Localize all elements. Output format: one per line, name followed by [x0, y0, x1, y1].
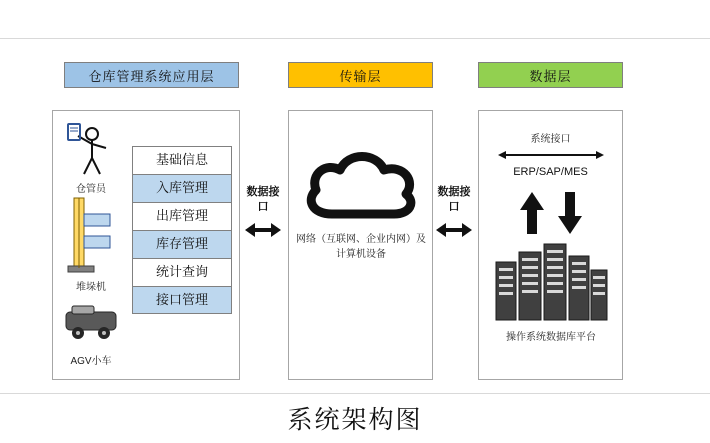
stacker-crane-icon: [60, 196, 126, 274]
horizontal-double-arrow-icon: [498, 148, 604, 160]
menu-item-inventory[interactable]: 库存管理: [132, 230, 232, 258]
bottom-divider: [0, 393, 710, 394]
menu-item-statistics[interactable]: 统计查询: [132, 258, 232, 286]
data-layer-caption: 操作系统数据库平台: [506, 332, 596, 343]
menu-item-inbound[interactable]: 入库管理: [132, 174, 232, 202]
agv-cart-caption: AGV小车: [70, 356, 112, 367]
menu-item-interface[interactable]: 接口管理: [132, 286, 232, 314]
header-application-layer: 仓库管理系统应用层: [64, 62, 239, 88]
erp-sap-mes-label: ERP/SAP/MES: [513, 166, 588, 178]
connector-app-to-transport: [243, 185, 283, 241]
double-arrow-icon: [243, 219, 283, 241]
figure-title: 系统架构图: [287, 406, 423, 434]
agv-cart-icon: [58, 300, 128, 346]
connector-app-to-transport-label: 数据接口: [246, 186, 280, 213]
menu-item-basic-info[interactable]: 基础信息: [132, 146, 232, 174]
warehouse-keeper-caption: 仓管员: [76, 184, 106, 195]
connector-transport-to-data: [434, 185, 474, 241]
cloud-icon: [300, 140, 422, 230]
connector-transport-to-data-label: 数据接口: [437, 186, 471, 213]
warehouse-keeper-icon: [62, 122, 124, 176]
header-transport-layer: 传输层: [288, 62, 433, 88]
server-racks-icon: [492, 240, 610, 322]
application-menu-list: [132, 146, 232, 314]
transport-layer-caption: 网络（互联网、企业内网）及计算机设备: [296, 234, 426, 260]
stacker-crane-caption: 堆垛机: [76, 282, 106, 293]
menu-item-outbound[interactable]: 出库管理: [132, 202, 232, 230]
double-arrow-icon: [434, 219, 474, 241]
header-data-layer: 数据层: [478, 62, 623, 88]
up-down-arrows-icon: [510, 192, 594, 234]
top-divider: [0, 38, 710, 39]
system-interface-label: 系统接口: [530, 134, 571, 145]
